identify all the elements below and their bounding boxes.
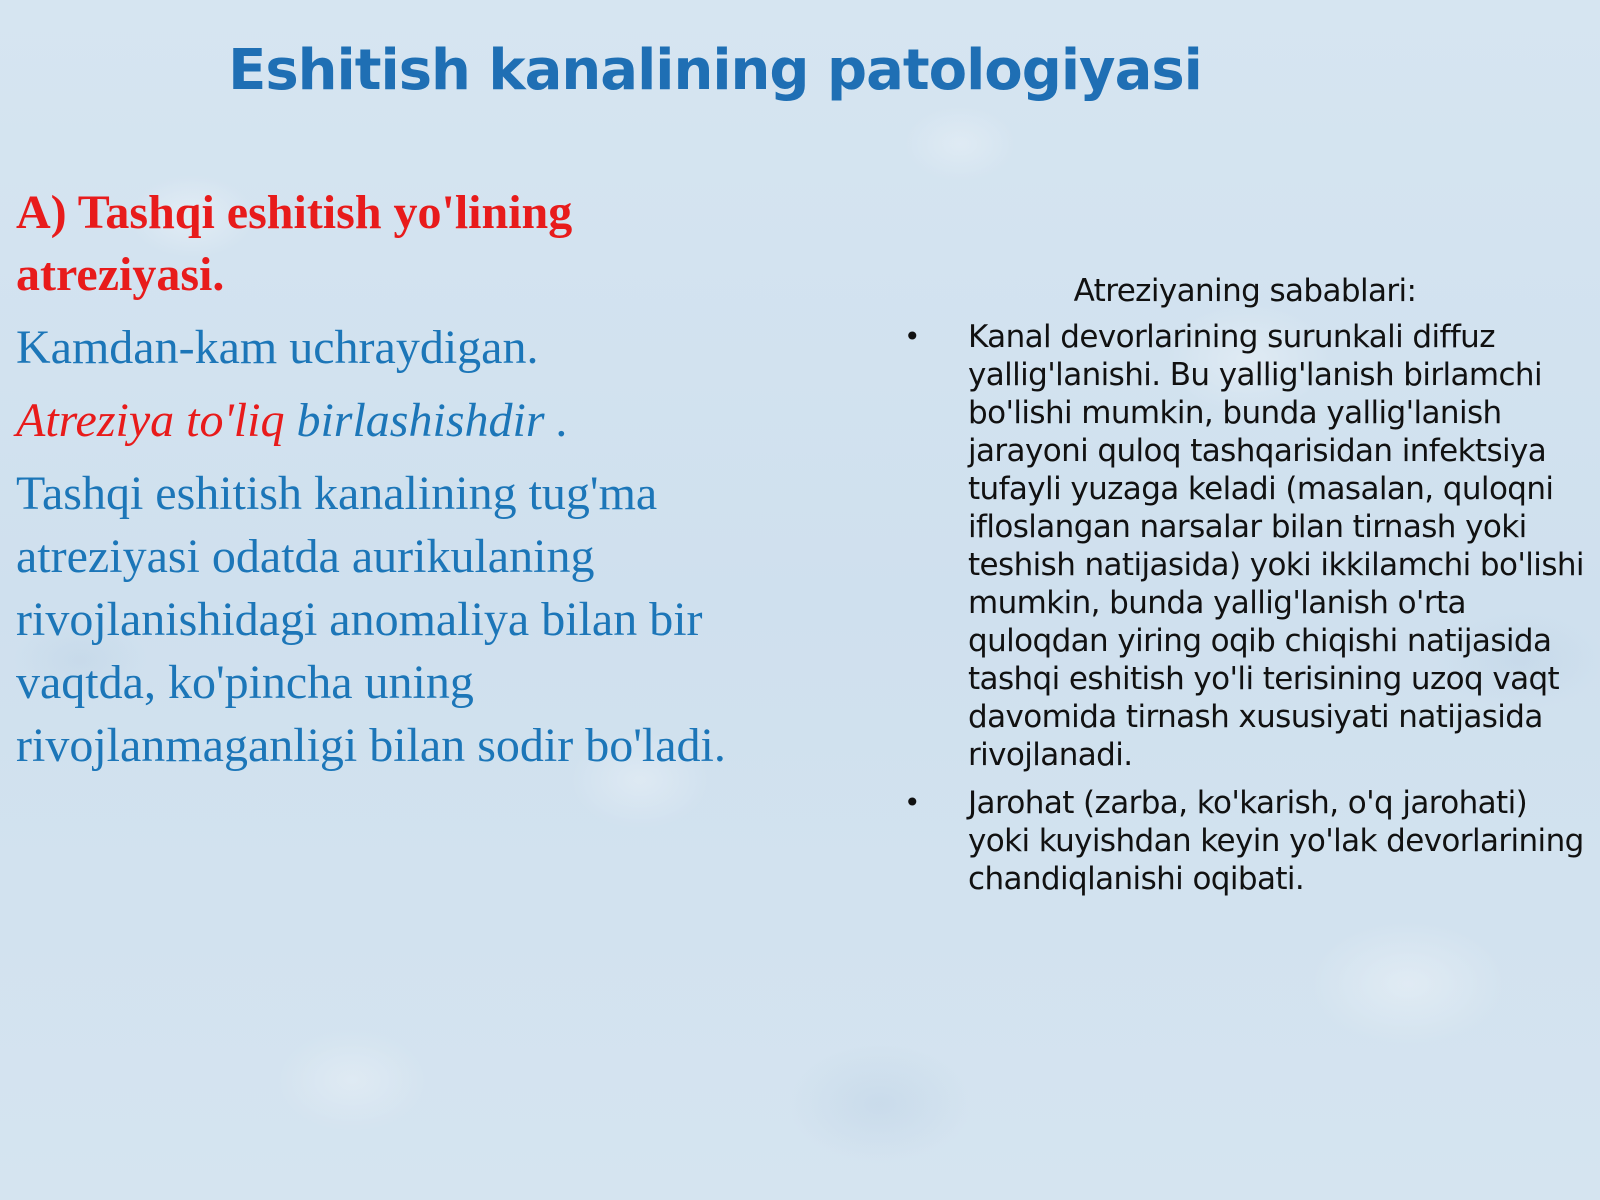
left-column xyxy=(16,182,776,777)
rarity-note: Kamdan-kam uchraydigan. xyxy=(16,321,539,374)
section-heading: A) Tashqi eshitish yo'lining atreziyasi. xyxy=(16,186,573,301)
cause-text: Jarohat (zarba, ko'karish, o'q jarohati) yoki kuyishdan keyin yo'lak devorlarining chandiqlanishi oqibati. xyxy=(968,785,1584,897)
definition-red-part: Atreziya to'liq xyxy=(16,394,285,447)
definition-blue-part: birlashishdir . xyxy=(296,394,569,447)
cause-text: Kanal devorlarining surunkali diffuz yallig'lanishi. Bu yallig'lanish birlamchi bo'lishi mumkin, bunda yallig'lanish jarayoni quloq tashqarisidan infektsiya tufayli yuzaga keladi (masalan, quloqni ifloslangan narsalar bilan tirnash yoki teshish natijasida) yoki ikkilamchi bo'lishi mumkin, bunda yallig'lanish o'rta quloqdan yiring oqib chiqishi natijasida tashqi eshitish yo'li terisining uzoq vaqt davomida tirnash xususiyati natijasida rivojlanadi. xyxy=(968,319,1584,773)
bullet-icon: • xyxy=(904,786,920,819)
list-item xyxy=(904,784,1586,898)
causes-subtitle: Atreziyaning sabablari: xyxy=(1073,273,1417,309)
description-paragraph: Tashqi eshitish kanalining tug'ma atreziyasi odatda aurikulaning rivojlanishidagi anomaliya bilan bir vaqtda, ko'pincha uning rivojlanmaganligi bilan sodir bo'ladi. xyxy=(16,467,726,772)
slide-title: Eshitish kanalining patologiyasi xyxy=(228,38,1202,103)
list-item xyxy=(904,318,1586,774)
right-column xyxy=(904,272,1586,908)
definition-line xyxy=(16,389,776,452)
bullet-icon: • xyxy=(904,320,920,353)
causes-list xyxy=(904,318,1586,898)
